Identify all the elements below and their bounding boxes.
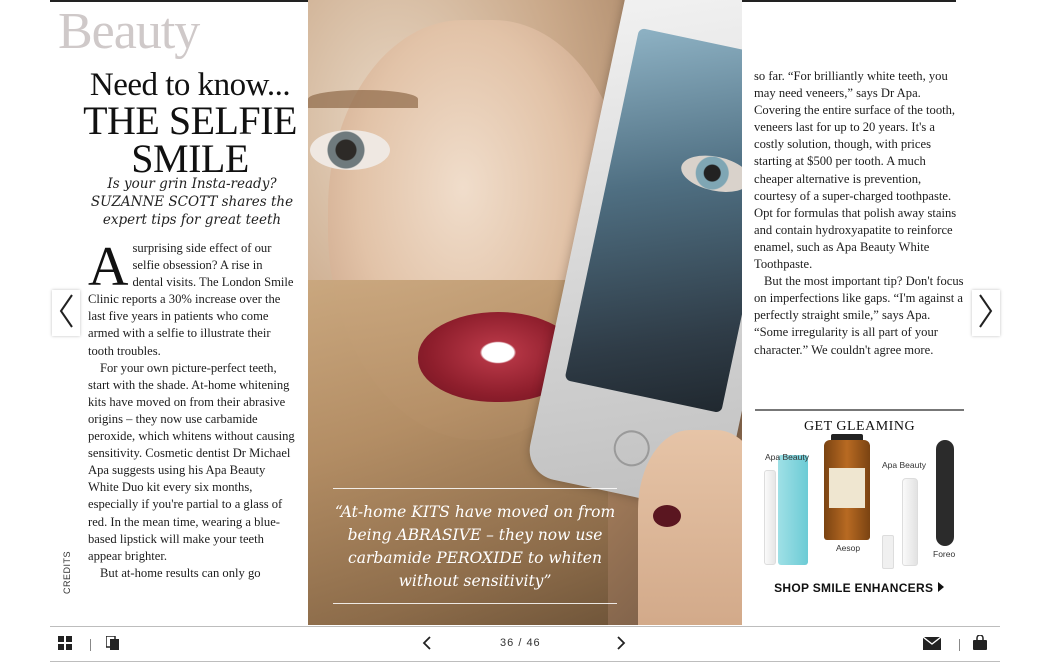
bottle-label-image	[829, 468, 865, 508]
divider	[755, 409, 964, 411]
nail-image	[653, 505, 681, 527]
product-brand-label: Apa Beauty	[882, 460, 926, 470]
bottom-toolbar	[50, 626, 1000, 662]
reflected-eye-image	[678, 150, 742, 198]
eye-image	[310, 130, 390, 170]
chevron-left-icon	[58, 293, 74, 333]
electric-toothbrush-image[interactable]	[936, 440, 954, 546]
share-email-button[interactable]	[923, 635, 941, 654]
page-separator: /	[518, 637, 523, 649]
toolbar-separator	[90, 639, 91, 651]
products-heading: GET GLEAMING	[803, 419, 916, 434]
headline-main-line1: THE SELFIE	[83, 98, 297, 143]
paragraph	[88, 236, 296, 360]
grid-view-button[interactable]	[58, 635, 72, 654]
next-page-icon	[616, 635, 626, 655]
previous-page-button[interactable]	[422, 635, 432, 655]
toothpaste-box-image	[882, 535, 894, 569]
hand-image	[638, 430, 742, 625]
shop-label: SHOP SMILE ENHANCERS	[774, 581, 934, 595]
pull-quote: “At-home KITS have moved on from being ABRASIVE – they now use carbamide PEROXIDE to whiten without sensitivity”	[333, 488, 617, 604]
total-pages: 46	[526, 637, 541, 649]
paragraph: But at-home results can only go	[100, 565, 261, 580]
whitening-pen-image[interactable]	[764, 470, 776, 565]
whitening-kit-image[interactable]	[778, 455, 808, 565]
copy-pages-icon	[106, 635, 120, 654]
pages-button[interactable]	[106, 635, 120, 654]
paragraph: For your own picture-perfect teeth, start with the shade. At-home whitening kits have moved on from their abrasive origins – they now use carbamide peroxide, which whitens without causing sensitivity. Cosmetic dentist Dr Michael Apa suggests using his Apa Beauty White Duo kit every six months, especially if you're partial to a glass of red. In the mean time, wearing a blue-based lipstick will make your teeth appear brighter.	[88, 360, 295, 563]
headline-kicker: Need to know...	[89, 67, 291, 103]
page-indicator	[500, 637, 541, 649]
product-brand-label: Apa Beauty	[765, 452, 809, 462]
prev-page-icon	[422, 635, 432, 655]
paragraph: so far. “For brilliantly white teeth, you may need veneers,” says Dr Apa. Covering the entire surface of the tooth, veneers last for up to 20 years. It's a costly solution, though, with prices starting at $500 per tooth. A much cheaper alternative is prevention, courtesy of a super-charged toothpaste. Opt for formulas that polish away stains and contain hydroxyapatite to reinforce enamel, such as Apa Beauty White Toothpaste.	[754, 69, 957, 272]
grid-icon	[58, 635, 72, 654]
paragraph-text: surprising side effect of our selfie obsession? A rise in dental visits. The London Smile Clinic reports a 30% increase over the last five years in patients who come armed with a selfie to illustrate their tooth troubles.	[88, 241, 294, 358]
toothpaste-tube-image[interactable]	[902, 478, 918, 566]
next-spread-button[interactable]	[972, 290, 1000, 336]
current-page: 36	[500, 637, 515, 649]
brow-image	[308, 90, 418, 108]
shopping-bag-icon	[972, 635, 988, 655]
caret-right-icon	[937, 581, 945, 595]
product-brand-label: Aesop	[836, 543, 861, 553]
shop-smile-enhancers-link[interactable]	[755, 581, 964, 595]
headline-main-line2: SMILE	[131, 136, 249, 181]
drop-cap: A	[88, 236, 129, 298]
toolbar-separator	[959, 639, 960, 651]
credits-label[interactable]: CREDITS	[62, 550, 72, 594]
paragraph: But the most important tip? Don't focus on imperfections like gaps. “I'm against a perfectly straight smile,” says Apa. “Some irregularity is all part of your character.” We couldn't agree more.	[754, 274, 964, 357]
shop-bag-button[interactable]	[972, 635, 988, 655]
section-title: Beauty	[58, 3, 200, 60]
product-brand-label: Foreo	[933, 549, 956, 559]
article-body-left	[88, 236, 296, 582]
article-body-right	[754, 68, 964, 359]
previous-spread-button[interactable]	[52, 290, 80, 336]
mail-icon	[923, 635, 941, 654]
chevron-right-icon	[978, 293, 994, 333]
standfirst: Is your grin Insta-ready? SUZANNE SCOTT shares the expert tips for great teeth	[90, 176, 294, 228]
headline	[70, 67, 310, 181]
next-page-button[interactable]	[616, 635, 626, 655]
